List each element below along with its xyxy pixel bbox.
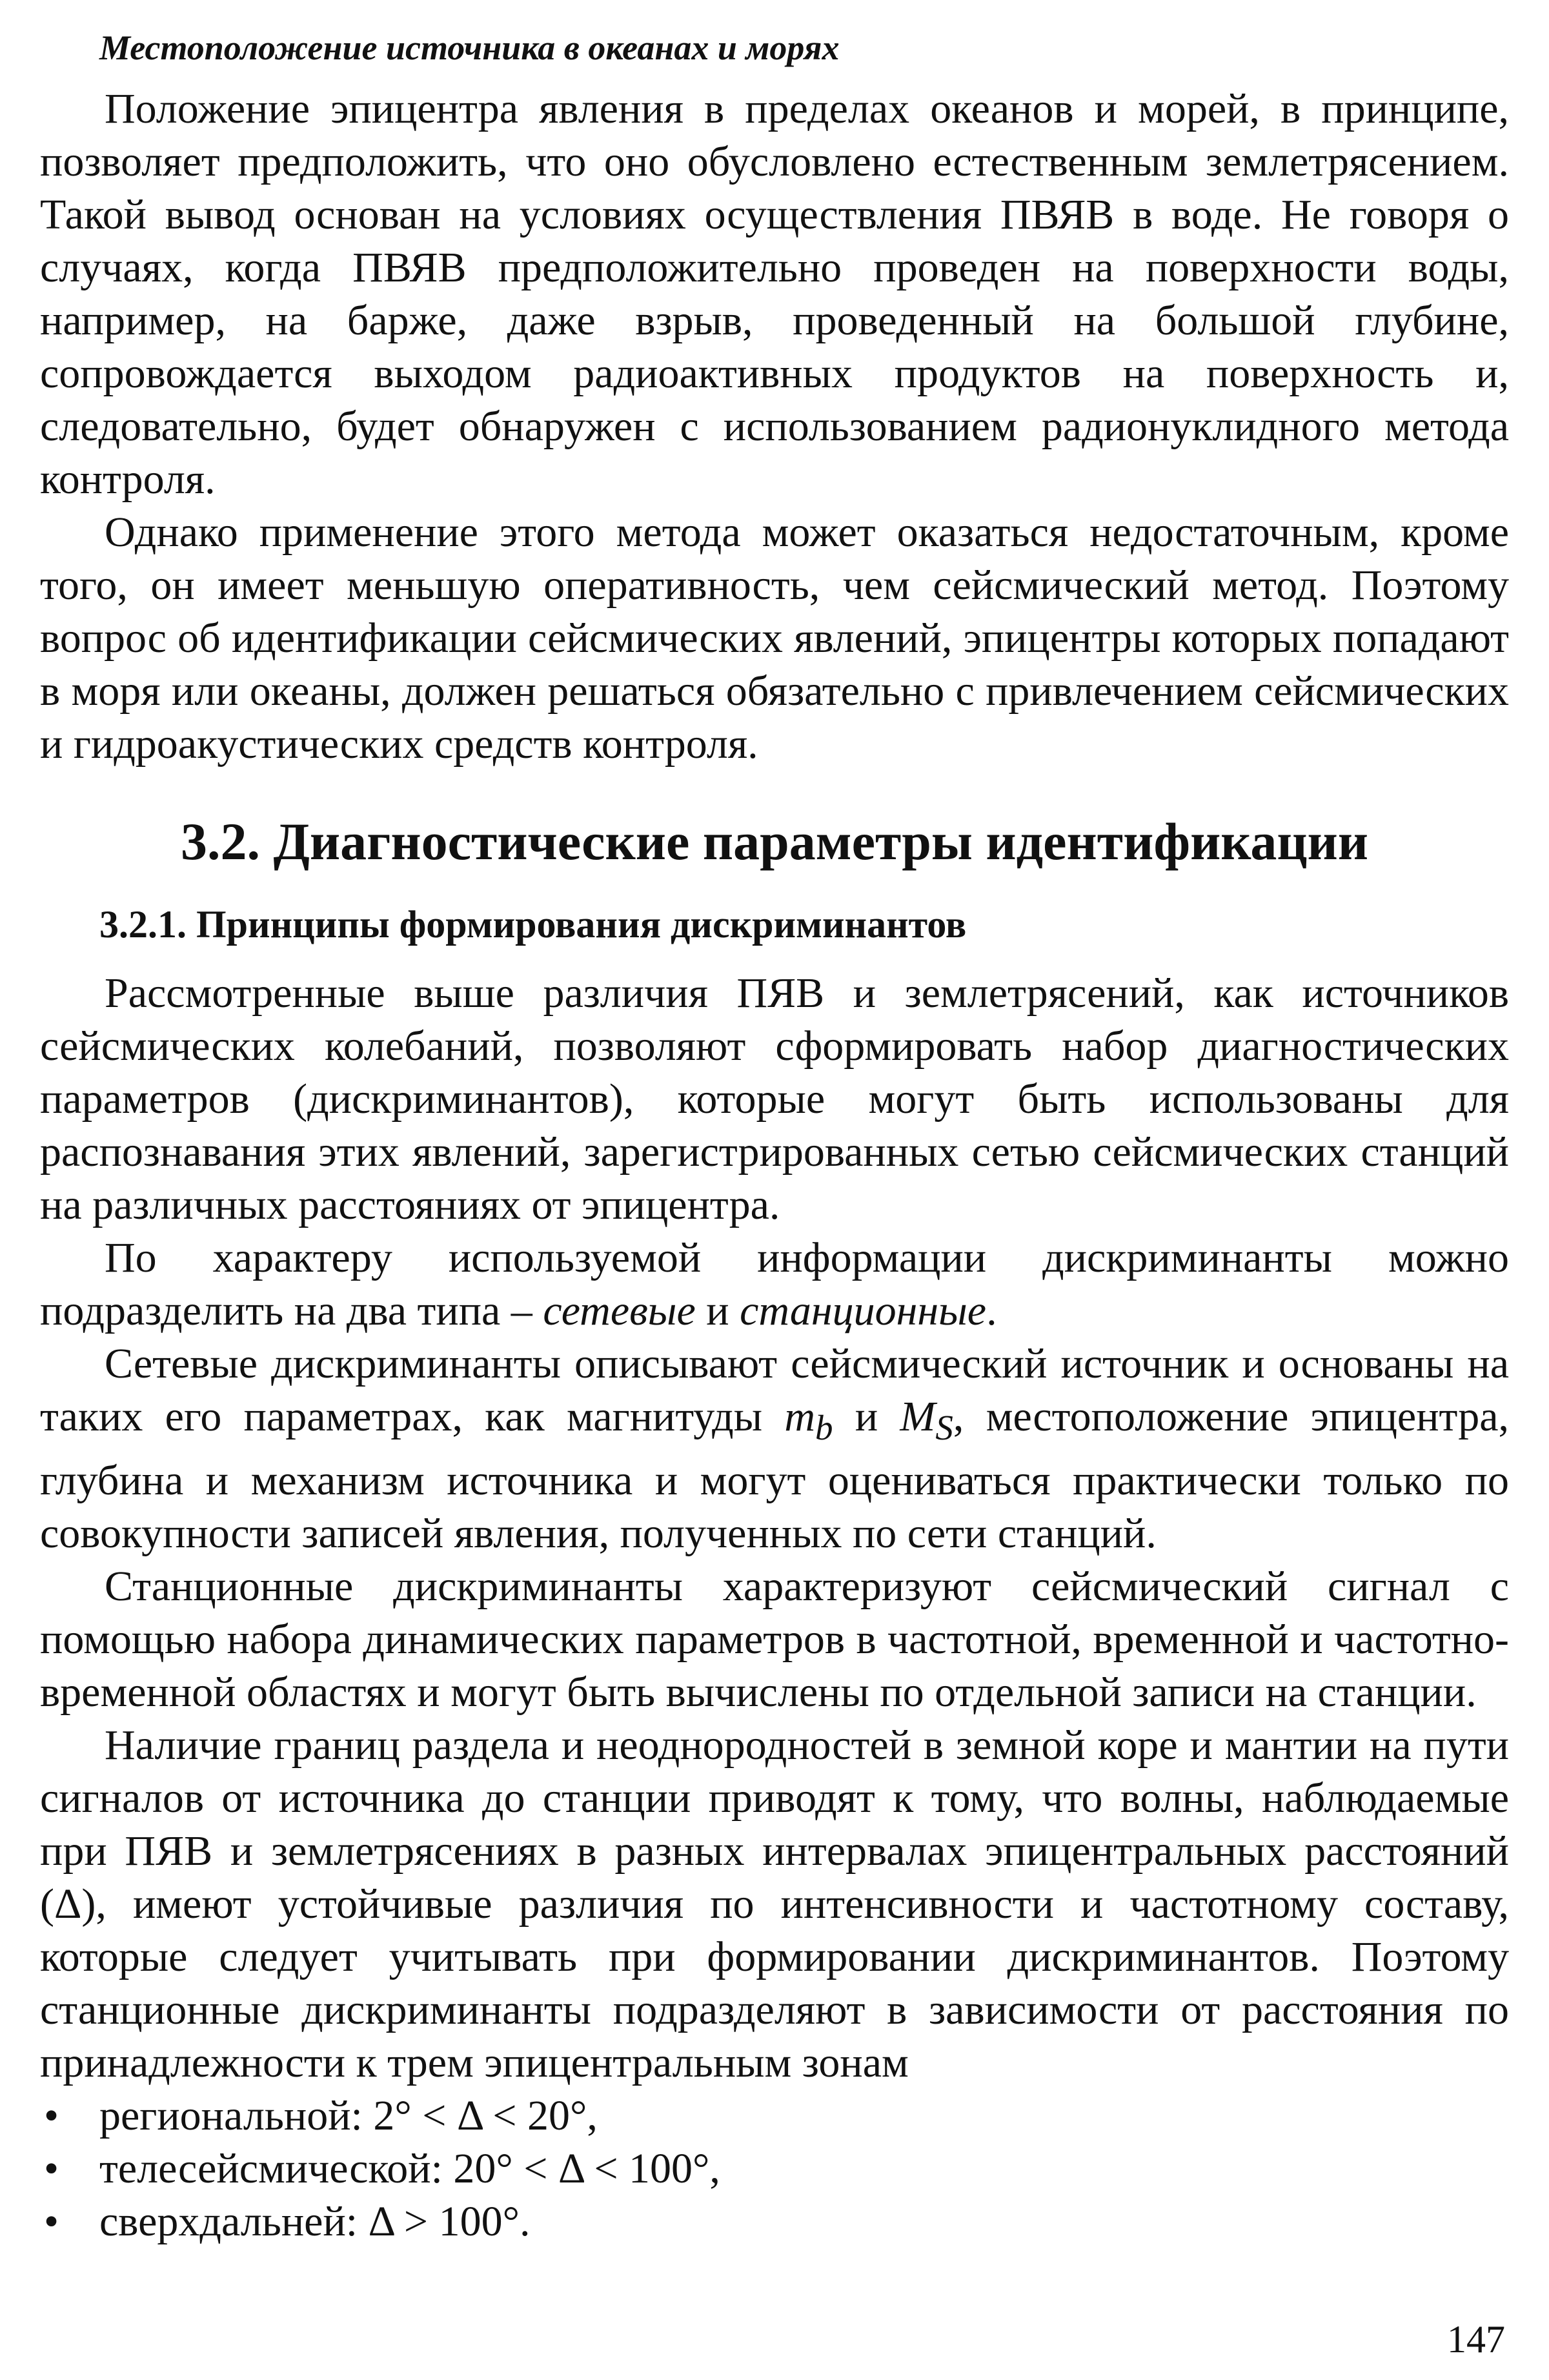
list-item-text: телесейсмической: 20° < Δ < 100°, <box>99 2145 720 2193</box>
bullet: • <box>44 2198 59 2246</box>
text: и <box>833 1393 900 1440</box>
bullet: • <box>44 2145 59 2193</box>
list-item <box>40 2090 1509 2142</box>
subscript: S <box>935 1408 953 1448</box>
list-item <box>40 2195 1509 2248</box>
term-station: станционные <box>740 1287 987 1334</box>
paragraph: Станционные дискриминанты характеризуют сейсмический сигнал с помощью набора динамических параметров в частотной, временной и частотно-временной областях и могут быть вычислены по отдельной записи на станции. <box>40 1563 1509 1716</box>
paragraph: Однако применение этого метода может оказаться недостаточным, кроме того, он имеет меньшую оперативность, чем сейсмический метод. Поэтому вопрос об идентификации сейсмических явлений, эпицентры которых попадают в моря или океаны, должен решаться обязательно с привлечением сейсмических и гидроакустических средств контроля. <box>40 509 1509 768</box>
text: , местоположение эпицентра, глубина и механизм источника и могут оцениваться практически только по совокупности записей явления, полученных по сети станций. <box>40 1393 1509 1558</box>
section-heading: 3.2. Диагностические параметры идентификации <box>180 812 1369 871</box>
text: По характеру используемой информации дискриминанты можно подразделить на два типа – <box>40 1234 1509 1334</box>
paragraph: Рассмотренные выше различия ПЯВ и землетрясений, как источников сейсмических колебаний, позволяют сформировать набор диагностических параметров (дискриминантов), которые могут быть использованы для распознавания этих явлений, зарегистрированных сетью сейсмических станций на различных расстояниях от эпицентра. <box>40 970 1509 1228</box>
page-number: 147 <box>1447 2318 1505 2361</box>
paragraph-discriminant-types <box>40 1232 1509 1337</box>
term-network: сетевые <box>543 1287 696 1334</box>
text: . <box>986 1287 997 1334</box>
book-page <box>40 19 1509 2363</box>
paragraph: Положение эпицентра явления в пределах океанов и морей, в принципе, позволяет предположить, что оно обусловлено естественным землетрясением. Такой вывод основан на условиях осуществления ПВЯВ в воде. Не говоря о случаях, когда ПВЯВ предположительно проведен на поверхности воды, например, на барже, даже взрыв, проведенный на большой глубине, сопровождается выходом радиоактивных продуктов на поверхность и, следовательно, будет обнаружен с использованием радионуклидного метода контроля. <box>40 85 1509 503</box>
subsection-heading: 3.2.1. Принципы формирования дискриминантов <box>99 903 967 946</box>
symbol: m <box>784 1393 816 1440</box>
magnitude-mb <box>784 1393 833 1448</box>
section-title-location: Местоположение источника в океанах и морях <box>99 28 840 67</box>
bullet: • <box>44 2092 59 2140</box>
magnitude-ms <box>900 1393 953 1448</box>
distance-zones-list <box>40 2090 1509 2248</box>
list-item <box>40 2142 1509 2195</box>
list-item-text: сверхдальней: Δ > 100°. <box>99 2198 531 2246</box>
paragraph-network-discriminants <box>40 1337 1509 1560</box>
paragraph: Наличие границ раздела и неоднородностей в земной коре и мантии на пути сигналов от источника до станции приводят к тому, что волны, наблюдаемые при ПЯВ и землетрясениях в разных интервалах эпицентральных расстояний (Δ), имеют устойчивые различия по интенсивности и частотному составу, которые следует учитывать при формировании дискриминантов. Поэтому станционные дискриминанты подразделяют в зависимости от расстояния по принадлежности к трем эпицентральным зонам <box>40 1722 1509 2087</box>
subscript: b <box>815 1408 833 1448</box>
symbol: M <box>900 1393 936 1440</box>
text: и <box>695 1287 740 1334</box>
text: Сетевые дискриминанты описывают сейсмический источник и основаны на таких его параметрах, как магнитуды <box>40 1340 1509 1440</box>
list-item-text: региональной: 2° < Δ < 20°, <box>99 2092 598 2140</box>
